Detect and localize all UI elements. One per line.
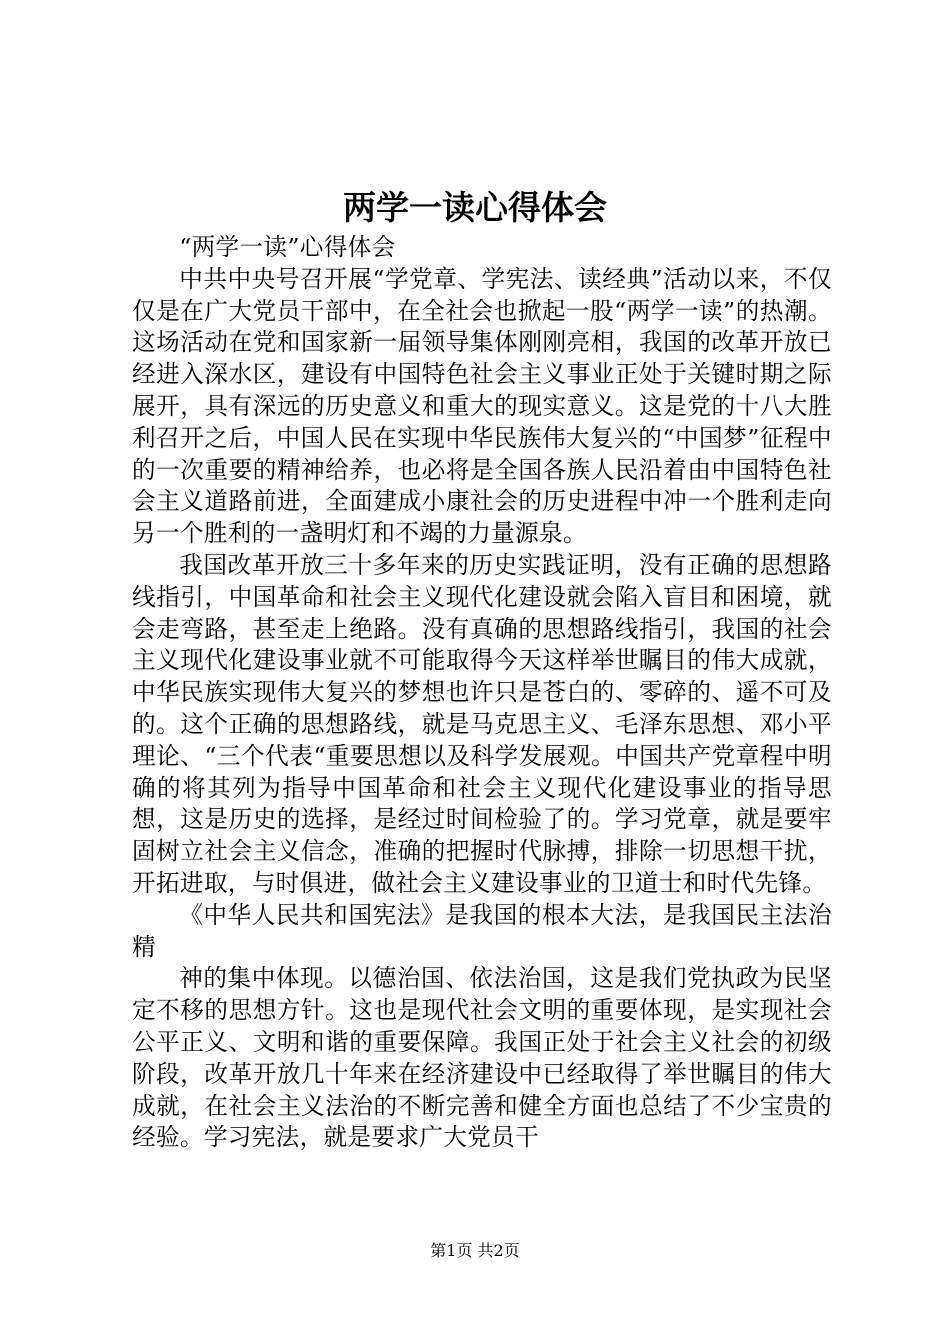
page-footer: 第1页 共2页 (430, 1241, 520, 1260)
paragraph: 《中华人民共和国宪法》是我国的根本大法，是我国民主法治精 (132, 900, 832, 961)
paragraph: 神的集中体现。以德治国、依法治国，这是我们党执政为民坚定不移的思想方针。这也是现代社会文明的重要体现，是实现社会公平正义、文明和谐的重要保障。我国正处于社会主义社会的初级阶段，改革开放几十年来在经济建设中已经取得了举世瞩目的伟大成就，在社会主义法治的不断完善和健全方面也总结了不少宝贵的经验。学习宪法，就是要求广大党员干 (132, 964, 832, 1152)
paragraph: 中共中央号召开展“学党章、学宪法、读经典”活动以来，不仅仅是在广大党员干部中，在全社会也掀起一股“两学一读”的热潮。这场活动在党和国家新一届领导集体刚刚亮相，我国的改革开放已经进入深水区，建设有中国特色社会主义事业正处于关键时期之际展开，具有深远的历史意义和重大的现实意义。这是党的十八大胜利召开之后，中国人民在实现中华民族伟大复兴的“中国梦”征程中的一次重要的精神给养，也必将是全国各族人民沿着由中国特色社会主义道路前进，全面建成小康社会的历史进程中冲一个胜利走向另一个胜利的一盏明灯和不竭的力量源泉。 (132, 264, 832, 548)
paragraph-subtitle: “两学一读”心得体会 (179, 233, 396, 261)
paragraph: 我国改革开放三十多年来的历史实践证明，没有正确的思想路线指引，中国革命和社会主义现代化建设就会陷入盲目和困境，就会走弯路，甚至走上绝路。没有真确的思想路线指引，我国的社会主义现代化建设事业就不可能取得今天这样举世瞩目的伟大成就，中华民族实现伟大复兴的梦想也许只是苍白的、零碎的、遥不可及的。这个正确的思想路线，就是马克思主义、毛泽东思想、邓小平理论、“三个代表“重要思想以及科学发展观。中国共产党章程中明确的将其列为指导中国革命和社会主义现代化建设事业的指导思想，这是历史的选择，是经过时间检验了的。学习党章，就是要牢固树立社会主义信念，准确的把握时代脉搏，排除一切思想干扰，开拓进取，与时俱进，做社会主义建设事业的卫道士和时代先锋。 (132, 550, 832, 897)
document-title: 两学一读心得体会 (343, 188, 607, 227)
document-body (132, 232, 832, 1154)
